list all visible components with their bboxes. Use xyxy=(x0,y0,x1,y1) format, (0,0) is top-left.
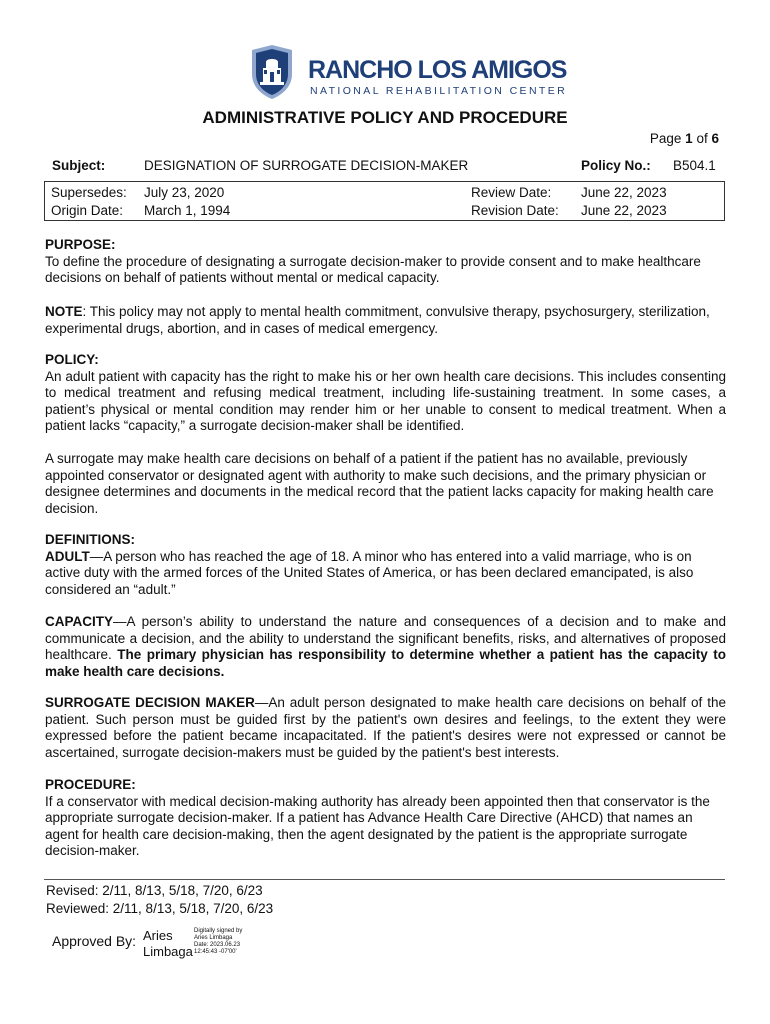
policy-section xyxy=(45,352,726,435)
footer-divider xyxy=(44,879,725,880)
dates-box xyxy=(44,181,725,221)
note-label: NOTE xyxy=(45,304,83,319)
sig-line-1: Digitally signed by xyxy=(194,928,243,934)
page-indicator xyxy=(650,131,719,146)
capacity-definition: —A person’s ability to understand the nature and consequences of a decision and to make and communicate a decision, and the ability to understand the significant benefits, risks, and alternatives of proposed healthcare. xyxy=(45,614,726,662)
logo-subtitle: NATIONAL REHABILITATION CENTER xyxy=(310,85,568,97)
revised-dates: Revised: 2/11, 8/13, 5/18, 7/20, 6/23 xyxy=(46,883,263,898)
definitions-section xyxy=(45,532,726,598)
page-total: 6 xyxy=(711,131,719,146)
policy-no-value: B504.1 xyxy=(673,158,716,173)
digital-signature-stamp xyxy=(194,928,242,956)
capacity-term: CAPACITY xyxy=(45,614,114,629)
capacity-emphasis: The primary physician has responsibility to determine whether a patient has the capacity to make health care decisions. xyxy=(45,647,726,679)
surrogate-term: SURROGATE DECISION MAKER xyxy=(45,695,255,710)
sig-line-2: Aries Limbaga xyxy=(194,935,233,941)
note-text: : This policy may not apply to mental health commitment, convulsive therapy, psychosurgery, sterilization, experimental drugs, abortion, and in cases of medical emergency. xyxy=(45,304,710,336)
adult-term: ADULT xyxy=(45,548,90,564)
page-of: of xyxy=(696,131,708,146)
policy-paragraph-2: A surrogate may make health care decisions on behalf of a patient if the patient has no available, previously appointed conservator or designated agent with authority to make such decisions, and the primary physician or designee determines and documents in the medical record that the patient lacks capacity for making health care decision. xyxy=(45,451,714,516)
organization-logo xyxy=(240,44,568,100)
surrogate-definition: —An adult person designated to make health care decisions on behalf of the patient. Such person must be guided first by the patient's own desires and feelings, to the extent they were expressed before the patient became incapacitated. If the patient's desires were not expressed or cannot be ascertained, surrogate decision-makers must be guided by the patient's best interests. xyxy=(45,695,726,760)
origin-date-value: March 1, 1994 xyxy=(144,203,231,218)
reviewed-dates: Reviewed: 2/11, 8/13, 5/18, 7/20, 6/23 xyxy=(46,901,274,916)
page-label: Page xyxy=(649,131,682,146)
sig-line-3: Date: 2023.06.23 xyxy=(194,942,241,948)
definition-surrogate xyxy=(45,695,726,761)
revision-date-value: June 22, 2023 xyxy=(581,203,667,218)
purpose-section xyxy=(45,237,726,287)
procedure-heading: PROCEDURE: xyxy=(45,777,136,792)
review-date-value: June 22, 2023 xyxy=(581,185,667,200)
origin-date-label: Origin Date: xyxy=(51,203,124,218)
subject-label: Subject: xyxy=(52,158,106,173)
purpose-heading: PURPOSE: xyxy=(45,237,116,252)
revision-date-label: Revision Date: xyxy=(471,203,559,218)
approved-by-label: Approved By: xyxy=(52,933,137,949)
page-current: 1 xyxy=(685,131,693,146)
subject-value: DESIGNATION OF SURROGATE DECISION-MAKER xyxy=(144,158,469,173)
document-title: ADMINISTRATIVE POLICY AND PROCEDURE xyxy=(202,108,568,127)
supersedes-label: Supersedes: xyxy=(51,185,127,200)
policy-no-label: Policy No.: xyxy=(581,158,651,173)
signer-name xyxy=(143,928,193,960)
definition-capacity xyxy=(45,614,726,680)
adult-definition: —A person who has reached the age of 18. A minor who has entered into a valid marriage, who is on active duty with the armed forces of the United States of America, or has been declared emancipated, is also considered an “adult.” xyxy=(45,548,694,597)
signer-last-name: Limbaga xyxy=(143,944,193,959)
purpose-text: To define the procedure of designating a surrogate decision-maker to provide consent and to make healthcare decisions on behalf of patients without mental or medical capacity. xyxy=(45,253,701,285)
procedure-text: If a conservator with medical decision-making authority has already been appointed then that conservator is the appropriate surrogate decision-maker. If a patient has Advance Health Care Directive (AHCD) that names an agent for health care decision-making, then the agent designated by the patient is the appropriate surrogate decision-maker. xyxy=(45,793,710,858)
logo-name: RANCHO LOS AMIGOS xyxy=(308,56,567,84)
supersedes-value: July 23, 2020 xyxy=(144,185,225,200)
review-date-label: Review Date: xyxy=(471,185,552,200)
definitions-heading: DEFINITIONS: xyxy=(45,532,135,547)
policy-heading: POLICY: xyxy=(45,352,99,367)
procedure-section xyxy=(45,777,726,860)
definition-adult xyxy=(45,549,726,599)
signer-first-name: Aries xyxy=(143,928,173,943)
shield-emblem-icon xyxy=(242,44,304,100)
policy-paragraph-1: An adult patient with capacity has the right to make his or her own health care decisions. This includes consenting to medical treatment and refusing medical treatment, including life-sustaining treatment. In some cases, a patient’s physical or mental condition may render him or her unable to consent to medical treatment. When a patient lacks “capacity,” a surrogate decision-maker shall be identified. xyxy=(45,368,726,433)
sig-line-4: 12:45:43 -07'00' xyxy=(194,949,237,955)
note-paragraph xyxy=(45,304,726,337)
